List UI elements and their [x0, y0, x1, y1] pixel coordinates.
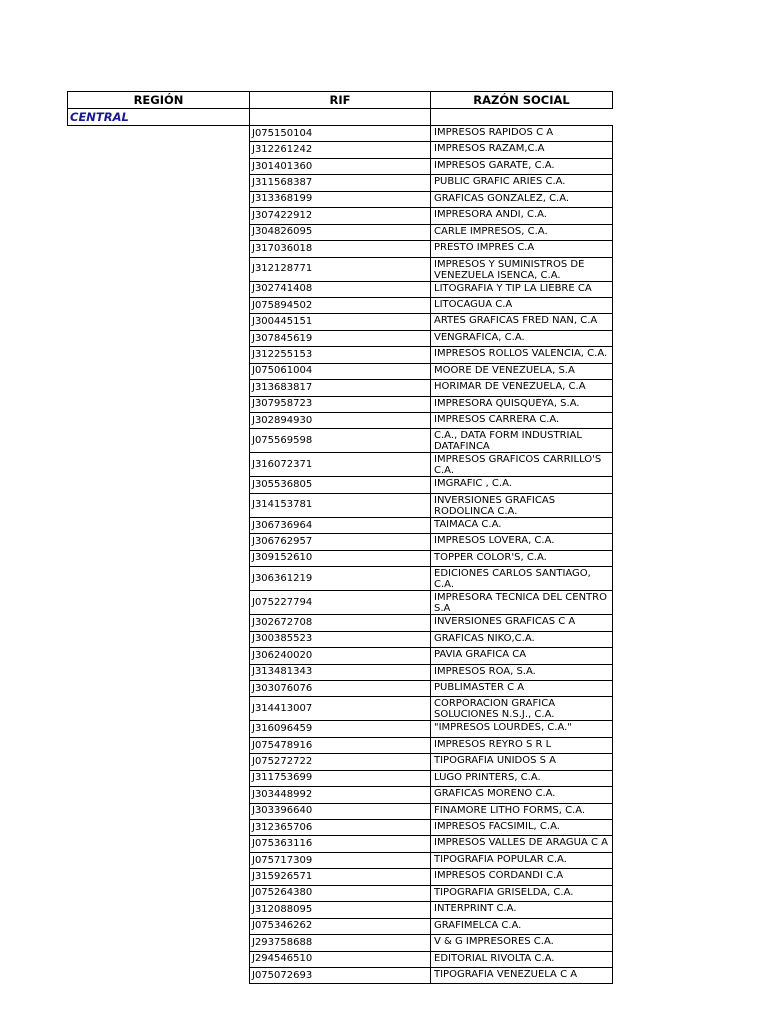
- rif-cell[interactable]: J314153781: [250, 493, 431, 517]
- table-row: [68, 680, 613, 696]
- table-row: [68, 951, 613, 967]
- razon-social-cell[interactable]: IMPRESOS CORDANDI C.A: [431, 869, 613, 885]
- razon-social-cell[interactable]: PUBLIC GRAFIC ARIES C.A.: [431, 175, 613, 191]
- table-row: [68, 591, 613, 615]
- rif-cell[interactable]: J075227794: [250, 591, 431, 615]
- rif-cell[interactable]: J075346262: [250, 918, 431, 934]
- razon-social-cell[interactable]: EDICIONES CARLOS SANTIAGO, C.A.: [431, 567, 613, 591]
- column-header-rif[interactable]: RIF: [250, 92, 431, 109]
- region-empty-cell: [68, 396, 250, 412]
- table-row: [68, 885, 613, 901]
- razon-social-cell[interactable]: IMPRESOS ROLLOS VALENCIA, C.A.: [431, 347, 613, 363]
- table-row: [68, 721, 613, 737]
- table-row: [68, 820, 613, 836]
- razon-social-cell[interactable]: IMPRESORA TECNICA DEL CENTRO S.A: [431, 591, 613, 615]
- table-row: [68, 396, 613, 412]
- column-header-region[interactable]: REGIÓN: [68, 92, 250, 109]
- region-empty-cell: [68, 257, 250, 281]
- rif-cell[interactable]: J317036018: [250, 241, 431, 257]
- rif-cell[interactable]: J075894502: [250, 297, 431, 313]
- table-row: [68, 567, 613, 591]
- region-empty-cell: [68, 175, 250, 191]
- rif-cell[interactable]: J315926571: [250, 869, 431, 885]
- rif-cell[interactable]: J316096459: [250, 721, 431, 737]
- razon-social-cell[interactable]: IMPRESORA QUISQUEYA, S.A.: [431, 396, 613, 412]
- table-row: [68, 648, 613, 664]
- rif-cell[interactable]: J075272722: [250, 754, 431, 770]
- razon-social-cell[interactable]: PRESTO IMPRES C.A: [431, 241, 613, 257]
- table-row: [68, 314, 613, 330]
- region-empty-cell: [68, 493, 250, 517]
- region-empty-cell: [68, 885, 250, 901]
- rif-cell[interactable]: J293758688: [250, 935, 431, 951]
- razon-social-cell[interactable]: TAIMACA C.A.: [431, 517, 613, 533]
- region-empty-cell: [68, 721, 250, 737]
- razon-social-cell[interactable]: TIPOGRAFIA GRISELDA, C.A.: [431, 885, 613, 901]
- razon-social-cell[interactable]: PAVIA GRAFICA CA: [431, 648, 613, 664]
- razon-social-cell[interactable]: VENGRAFICA, C.A.: [431, 330, 613, 346]
- table-row: [68, 517, 613, 533]
- table-row: [68, 347, 613, 363]
- rif-cell[interactable]: J306240020: [250, 648, 431, 664]
- region-empty-cell: [68, 158, 250, 174]
- rif-cell[interactable]: J312255153: [250, 347, 431, 363]
- table-row: [68, 615, 613, 631]
- region-empty-cell: [68, 330, 250, 346]
- region-empty-cell: [68, 770, 250, 786]
- table-row: [68, 257, 613, 281]
- table-row: [68, 534, 613, 550]
- table-row: [68, 191, 613, 207]
- rif-cell[interactable]: J306762957: [250, 534, 431, 550]
- region-empty-cell: [68, 852, 250, 868]
- rif-cell[interactable]: J075478916: [250, 737, 431, 753]
- rif-cell[interactable]: J306361219: [250, 567, 431, 591]
- region-empty-cell: [68, 820, 250, 836]
- rif-cell[interactable]: J313368199: [250, 191, 431, 207]
- region-empty-cell: [68, 126, 250, 142]
- razon-social-cell[interactable]: TIPOGRAFIA UNIDOS S A: [431, 754, 613, 770]
- rif-cell[interactable]: J305536805: [250, 477, 431, 493]
- region-empty-cell: [68, 380, 250, 396]
- rif-cell[interactable]: J312261242: [250, 142, 431, 158]
- region-empty-cell: [68, 754, 250, 770]
- razon-social-cell[interactable]: "IMPRESOS LOURDES, C.A.": [431, 721, 613, 737]
- rif-cell[interactable]: J312088095: [250, 902, 431, 918]
- rif-cell[interactable]: J309152610: [250, 550, 431, 566]
- region-empty-cell: [68, 967, 250, 983]
- rif-cell[interactable]: J294546510: [250, 951, 431, 967]
- region-empty-cell: [68, 208, 250, 224]
- spreadsheet-sheet: [67, 91, 613, 984]
- rif-cell[interactable]: J314413007: [250, 697, 431, 721]
- rif-cell[interactable]: J075264380: [250, 885, 431, 901]
- rif-cell[interactable]: J075569598: [250, 429, 431, 453]
- rif-cell[interactable]: J307958723: [250, 396, 431, 412]
- razon-social-cell[interactable]: CARLE IMPRESOS, C.A.: [431, 224, 613, 240]
- rif-cell[interactable]: J300445151: [250, 314, 431, 330]
- razon-social-cell[interactable]: TIPOGRAFIA POPULAR C.A.: [431, 852, 613, 868]
- razon-social-cell[interactable]: GRAFICAS NIKO,C.A.: [431, 631, 613, 647]
- razon-social-cell[interactable]: GRAFICAS MORENO C.A.: [431, 787, 613, 803]
- column-header-razon-social[interactable]: RAZÓN SOCIAL: [431, 92, 613, 109]
- region-empty-cell: [68, 224, 250, 240]
- region-empty-cell: [68, 836, 250, 852]
- rif-cell[interactable]: J306736964: [250, 517, 431, 533]
- region-empty-cell: [68, 697, 250, 721]
- razon-social-cell[interactable]: INVERSIONES GRAFICAS C A: [431, 615, 613, 631]
- razon-social-cell[interactable]: IMPRESOS CARRERA C.A.: [431, 413, 613, 429]
- region-empty-cell: [68, 477, 250, 493]
- razon-social-cell[interactable]: EDITORIAL RIVOLTA C.A.: [431, 951, 613, 967]
- table-row: [68, 737, 613, 753]
- table-row: [68, 664, 613, 680]
- region-empty-cell: [68, 935, 250, 951]
- region-empty-cell: [68, 241, 250, 257]
- rif-cell[interactable]: J303076076: [250, 680, 431, 696]
- rif-cell[interactable]: J302741408: [250, 281, 431, 297]
- razon-social-cell[interactable]: IMPRESOS RAPIDOS C A: [431, 126, 613, 142]
- table-row: [68, 631, 613, 647]
- region-empty-cell: [68, 142, 250, 158]
- rif-cell[interactable]: J301401360: [250, 158, 431, 174]
- region-empty-cell: [68, 951, 250, 967]
- razon-social-cell[interactable]: PUBLIMASTER C A: [431, 680, 613, 696]
- razon-social-cell[interactable]: IMPRESOS FACSIMIL, C.A.: [431, 820, 613, 836]
- table-row: [68, 241, 613, 257]
- razon-social-cell[interactable]: IMPRESOS RAZAM,C.A: [431, 142, 613, 158]
- table-row: [68, 142, 613, 158]
- companies-table: [67, 91, 613, 984]
- razon-social-cell[interactable]: IMPRESOS GRAFICOS CARRILLO'S C.A.: [431, 453, 613, 477]
- rif-cell[interactable]: J311753699: [250, 770, 431, 786]
- table-row: [68, 413, 613, 429]
- region-empty-cell: [68, 567, 250, 591]
- table-row: [68, 550, 613, 566]
- razon-social-cell[interactable]: GRAFICAS GONZALEZ, C.A.: [431, 191, 613, 207]
- rif-cell[interactable]: J075072693: [250, 967, 431, 983]
- rif-cell[interactable]: J075363116: [250, 836, 431, 852]
- table-row: [68, 175, 613, 191]
- table-row: [68, 363, 613, 379]
- razon-social-cell[interactable]: FINAMORE LITHO FORMS, C.A.: [431, 803, 613, 819]
- region-empty-cell: [68, 429, 250, 453]
- razon-social-cell[interactable]: IMPRESOS GARATE, C.A.: [431, 158, 613, 174]
- razon-social-cell[interactable]: INVERSIONES GRAFICAS RODOLINCA C.A.: [431, 493, 613, 517]
- table-row: [68, 493, 613, 517]
- region-empty-cell: [68, 902, 250, 918]
- rif-cell[interactable]: J303396640: [250, 803, 431, 819]
- region-empty-cell: [68, 297, 250, 313]
- rif-cell[interactable]: J312365706: [250, 820, 431, 836]
- razon-social-cell[interactable]: LITOGRAFIA Y TIP LA LIEBRE CA: [431, 281, 613, 297]
- table-row: [68, 380, 613, 396]
- region-empty-cell: [68, 664, 250, 680]
- region-empty-cell: [68, 517, 250, 533]
- table-row: [68, 787, 613, 803]
- region-empty-cell: [68, 281, 250, 297]
- rif-cell[interactable]: J304826095: [250, 224, 431, 240]
- table-row: [68, 453, 613, 477]
- razon-social-cell[interactable]: IMPRESOS VALLES DE ARAGUA C A: [431, 836, 613, 852]
- razon-social-cell[interactable]: IMPRESOS REYRO S R L: [431, 737, 613, 753]
- region-rif-cell[interactable]: [250, 109, 431, 126]
- razon-social-cell[interactable]: IMPRESOS Y SUMINISTROS DE VENEZUELA ISENCA, C.A.: [431, 257, 613, 281]
- rif-cell[interactable]: J302672708: [250, 615, 431, 631]
- razon-social-cell[interactable]: MOORE DE VENEZUELA, S.A: [431, 363, 613, 379]
- table-row: [68, 852, 613, 868]
- rif-cell[interactable]: J075717309: [250, 852, 431, 868]
- table-row: [68, 297, 613, 313]
- table-row: [68, 770, 613, 786]
- table-row: [68, 836, 613, 852]
- razon-social-cell[interactable]: IMPRESOS LOVERA, C.A.: [431, 534, 613, 550]
- table-row: [68, 330, 613, 346]
- table-row: [68, 869, 613, 885]
- region-name[interactable]: CENTRAL: [68, 109, 250, 126]
- region-empty-cell: [68, 591, 250, 615]
- rif-cell[interactable]: J075061004: [250, 363, 431, 379]
- region-empty-cell: [68, 550, 250, 566]
- table-row: [68, 918, 613, 934]
- region-empty-cell: [68, 314, 250, 330]
- table-row: [68, 158, 613, 174]
- razon-social-cell[interactable]: IMGRAFIC , C.A.: [431, 477, 613, 493]
- razon-social-cell[interactable]: IMPRESOS ROA, S.A.: [431, 664, 613, 680]
- rif-cell[interactable]: J307422912: [250, 208, 431, 224]
- table-row: [68, 754, 613, 770]
- region-empty-cell: [68, 631, 250, 647]
- rif-cell[interactable]: J302894930: [250, 413, 431, 429]
- table-row: [68, 224, 613, 240]
- region-row: [68, 109, 613, 126]
- razon-social-cell[interactable]: ARTES GRAFICAS FRED NAN, C.A: [431, 314, 613, 330]
- rif-cell[interactable]: J312128771: [250, 257, 431, 281]
- razon-social-cell[interactable]: HORIMAR DE VENEZUELA, C.A: [431, 380, 613, 396]
- rif-cell[interactable]: J311568387: [250, 175, 431, 191]
- razon-social-cell[interactable]: INTERPRINT C.A.: [431, 902, 613, 918]
- region-empty-cell: [68, 803, 250, 819]
- table-row: [68, 803, 613, 819]
- rif-cell[interactable]: J313481343: [250, 664, 431, 680]
- razon-social-cell[interactable]: V & G IMPRESORES C.A.: [431, 935, 613, 951]
- table-row: [68, 208, 613, 224]
- region-empty-cell: [68, 615, 250, 631]
- rif-cell[interactable]: J307845619: [250, 330, 431, 346]
- rif-cell[interactable]: J303448992: [250, 787, 431, 803]
- razon-social-cell[interactable]: LITOCAGUA C.A: [431, 297, 613, 313]
- region-empty-cell: [68, 648, 250, 664]
- razon-social-cell[interactable]: C.A., DATA FORM INDUSTRIAL DATAFINCA: [431, 429, 613, 453]
- region-empty-cell: [68, 363, 250, 379]
- table-row: [68, 935, 613, 951]
- region-empty-cell: [431, 109, 613, 126]
- region-empty-cell: [68, 737, 250, 753]
- razon-social-cell[interactable]: TOPPER COLOR'S, C.A.: [431, 550, 613, 566]
- rif-cell[interactable]: J300385523: [250, 631, 431, 647]
- table-row: [68, 281, 613, 297]
- region-empty-cell: [68, 869, 250, 885]
- region-empty-cell: [68, 534, 250, 550]
- rif-cell[interactable]: J316072371: [250, 453, 431, 477]
- rif-cell[interactable]: J075150104: [250, 126, 431, 142]
- table-row: [68, 902, 613, 918]
- razon-social-cell[interactable]: LUGO PRINTERS, C.A.: [431, 770, 613, 786]
- table-row: [68, 429, 613, 453]
- razon-social-cell[interactable]: TIPOGRAFIA VENEZUELA C A: [431, 967, 613, 983]
- rif-cell[interactable]: J313683817: [250, 380, 431, 396]
- table-row: [68, 967, 613, 983]
- table-row: [68, 126, 613, 142]
- region-empty-cell: [68, 347, 250, 363]
- razon-social-cell[interactable]: IMPRESORA ANDI, C.A.: [431, 208, 613, 224]
- region-empty-cell: [68, 191, 250, 207]
- table-row: [68, 697, 613, 721]
- region-empty-cell: [68, 918, 250, 934]
- razon-social-cell[interactable]: GRAFIMELCA C.A.: [431, 918, 613, 934]
- region-empty-cell: [68, 453, 250, 477]
- region-empty-cell: [68, 413, 250, 429]
- table-row: [68, 477, 613, 493]
- razon-social-cell[interactable]: CORPORACION GRAFICA SOLUCIONES N.S.J., C.A.: [431, 697, 613, 721]
- region-empty-cell: [68, 680, 250, 696]
- region-empty-cell: [68, 787, 250, 803]
